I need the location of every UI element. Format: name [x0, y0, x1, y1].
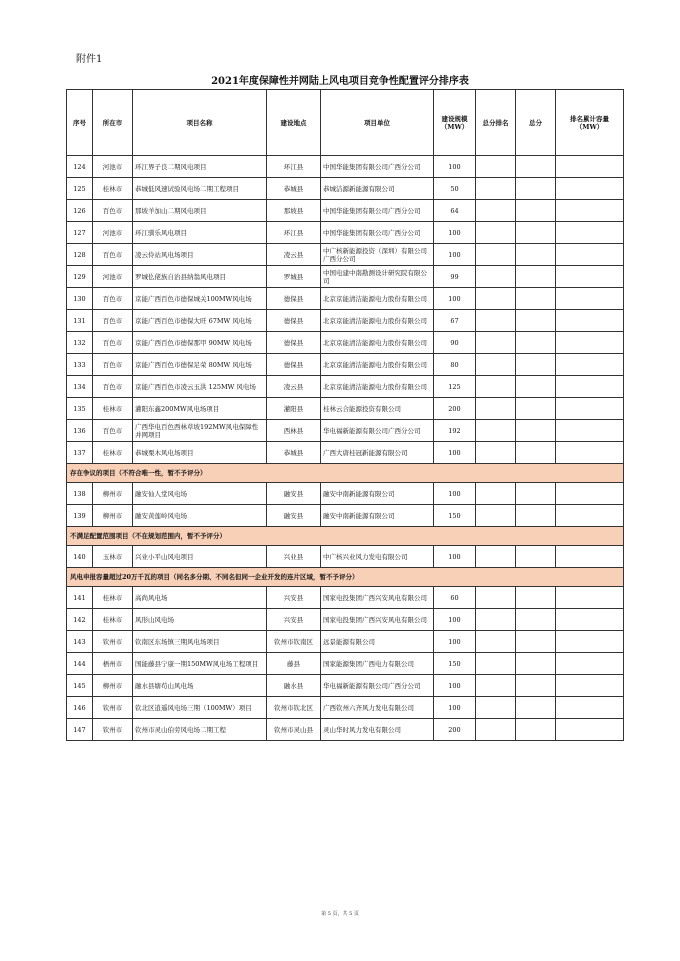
- table-cell: [516, 442, 556, 464]
- table-cell: 河池市: [93, 222, 133, 244]
- table-row: [67, 200, 624, 222]
- table-cell: 北京京能清洁能源电力股份有限公司: [321, 354, 434, 376]
- table-cell: 融安仙人堂风电场: [133, 483, 267, 505]
- table-cell: 凌云伶站风电场项目: [133, 244, 267, 266]
- table-row: [67, 697, 624, 719]
- table-cell: 钦州市钦南区: [267, 631, 321, 653]
- table-cell: 恭城县: [267, 178, 321, 200]
- table-cell: 100: [434, 609, 476, 631]
- table-cell: [476, 546, 516, 568]
- table-cell: [516, 178, 556, 200]
- table-row: [67, 609, 624, 631]
- table-cell: 罗城县: [267, 266, 321, 288]
- table-cell: 国家电投集团广西兴安风电有限公司: [321, 587, 434, 609]
- table-cell: [516, 546, 556, 568]
- table-cell: 河池市: [93, 156, 133, 178]
- table-cell: 广西大唐桂冠新能源有限公司: [321, 442, 434, 464]
- table-cell: 中国华能集团有限公司广西分公司: [321, 200, 434, 222]
- table-cell: 钦州市: [93, 719, 133, 741]
- table-cell: [516, 483, 556, 505]
- table-cell: [476, 178, 516, 200]
- table-row: [67, 398, 624, 420]
- table-cell: 中广核新能源投资（深圳）有限公司广西分公司: [321, 244, 434, 266]
- table-cell: 132: [67, 332, 93, 354]
- table-cell: [516, 420, 556, 442]
- section-header: 存在争议的项目（不符合唯一性，暂不予评分）: [67, 464, 624, 483]
- table-cell: 灌阳东鑫200MW风电场项目: [133, 398, 267, 420]
- table-cell: 京能广西百色市德保大旺 67MW 风电场: [133, 310, 267, 332]
- table-cell: [556, 310, 624, 332]
- table-cell: [476, 244, 516, 266]
- table-row: [67, 376, 624, 398]
- table-cell: 柳州市: [93, 675, 133, 697]
- table-cell: 德保县: [267, 310, 321, 332]
- table-cell: 百色市: [93, 420, 133, 442]
- table-cell: 192: [434, 420, 476, 442]
- table-cell: 河池市: [93, 266, 133, 288]
- table-cell: 钦州市灵山县: [267, 719, 321, 741]
- table-row: [67, 546, 624, 568]
- table-cell: 环江界子良二期风电项目: [133, 156, 267, 178]
- table-cell: 50: [434, 178, 476, 200]
- table-cell: 融安县: [267, 505, 321, 527]
- table-cell: [476, 587, 516, 609]
- table-cell: [476, 483, 516, 505]
- table-cell: 100: [434, 483, 476, 505]
- table-cell: [476, 398, 516, 420]
- table-cell: 钦北区逍遥风电场三期（100MW）项目: [133, 697, 267, 719]
- table-cell: 融水县塘苟山风电场: [133, 675, 267, 697]
- table-cell: 124: [67, 156, 93, 178]
- table-row: [67, 156, 624, 178]
- table-cell: [556, 442, 624, 464]
- table-cell: 150: [434, 653, 476, 675]
- table-cell: 142: [67, 609, 93, 631]
- table-cell: 125: [434, 376, 476, 398]
- table-cell: 钦州市灵山伯劳风电场二期工程: [133, 719, 267, 741]
- table-cell: [476, 442, 516, 464]
- table-cell: 100: [434, 546, 476, 568]
- table-cell: 远景能源有限公司: [321, 631, 434, 653]
- table-cell: 147: [67, 719, 93, 741]
- table-row: [67, 505, 624, 527]
- table-cell: 灌阳县: [267, 398, 321, 420]
- table-cell: 国家电投集团广西兴安风电有限公司: [321, 609, 434, 631]
- table-cell: 梧州市: [93, 653, 133, 675]
- table-cell: 100: [434, 675, 476, 697]
- table-cell: 恭城洁源新能源有限公司: [321, 178, 434, 200]
- table-cell: [556, 675, 624, 697]
- table-cell: 柳州市: [93, 483, 133, 505]
- table-cell: [516, 200, 556, 222]
- table-cell: 136: [67, 420, 93, 442]
- table-row: [67, 222, 624, 244]
- section-header-row: [67, 568, 624, 587]
- header-row: [67, 90, 624, 156]
- table-row: [67, 332, 624, 354]
- header-cell: 建设规模（MW）: [434, 90, 476, 156]
- table-cell: 钦州市: [93, 697, 133, 719]
- table-cell: 141: [67, 587, 93, 609]
- section-header-row: [67, 464, 624, 483]
- table-row: [67, 354, 624, 376]
- table-cell: 150: [434, 505, 476, 527]
- table-cell: 100: [434, 697, 476, 719]
- table-cell: 风形山风电场: [133, 609, 267, 631]
- table-cell: [516, 244, 556, 266]
- table-row: [67, 244, 624, 266]
- table-cell: [476, 156, 516, 178]
- header-cell: 总分: [516, 90, 556, 156]
- table-cell: 桂林市: [93, 398, 133, 420]
- table-cell: [556, 200, 624, 222]
- table-cell: [556, 266, 624, 288]
- table-cell: 百色市: [93, 244, 133, 266]
- table-cell: 桂林市: [93, 178, 133, 200]
- table-cell: 131: [67, 310, 93, 332]
- table-cell: 北京京能清洁能源电力股份有限公司: [321, 310, 434, 332]
- table-cell: 凌云县: [267, 376, 321, 398]
- table-cell: [476, 631, 516, 653]
- table-cell: 钦南区东场镇三期风电场项目: [133, 631, 267, 653]
- table-cell: 100: [434, 288, 476, 310]
- table-cell: [556, 697, 624, 719]
- table-body: [67, 156, 624, 741]
- table-cell: 99: [434, 266, 476, 288]
- table-cell: 柳州市: [93, 505, 133, 527]
- attachment-label: 附件1: [76, 54, 103, 65]
- header-cell: 所在市: [93, 90, 133, 156]
- table-cell: 德保县: [267, 288, 321, 310]
- header-cell: 项目名称: [133, 90, 267, 156]
- table-cell: 灵山华时风力发电有限公司: [321, 719, 434, 741]
- table-cell: 京能广西百色市德保足荣 80MW 风电场: [133, 354, 267, 376]
- table-row: [67, 653, 624, 675]
- header-cell: 总分排名: [476, 90, 516, 156]
- table-cell: [516, 631, 556, 653]
- section-header: 不满足配置范围项目（不在规划范围内，暂不予评分）: [67, 527, 624, 546]
- table-cell: 钦州市: [93, 631, 133, 653]
- table-cell: 中国电建中南勘测设计研究院有限公司: [321, 266, 434, 288]
- table-row: [67, 719, 624, 741]
- table-cell: 桂林市: [93, 442, 133, 464]
- table-row: [67, 288, 624, 310]
- table-cell: [556, 178, 624, 200]
- table-row: [67, 483, 624, 505]
- table-cell: [556, 288, 624, 310]
- table-cell: [556, 354, 624, 376]
- table-cell: [476, 505, 516, 527]
- table-cell: 125: [67, 178, 93, 200]
- table-cell: [516, 398, 556, 420]
- table-cell: 凌云县: [267, 244, 321, 266]
- table-cell: [476, 609, 516, 631]
- table-cell: 200: [434, 719, 476, 741]
- table-row: [67, 587, 624, 609]
- table-cell: 广西钦州六齐风力发电有限公司: [321, 697, 434, 719]
- table-cell: 高尚风电场: [133, 587, 267, 609]
- table-cell: 融水县: [267, 675, 321, 697]
- table-cell: 融安县: [267, 483, 321, 505]
- table-cell: 146: [67, 697, 93, 719]
- table-cell: [476, 376, 516, 398]
- table-row: [67, 442, 624, 464]
- section-header-row: [67, 527, 624, 546]
- table-cell: [476, 200, 516, 222]
- table-cell: 137: [67, 442, 93, 464]
- table-cell: [516, 719, 556, 741]
- table-cell: 华电福新能源有限公司广西分公司: [321, 675, 434, 697]
- table-cell: 67: [434, 310, 476, 332]
- table-cell: 藤县: [267, 653, 321, 675]
- table-cell: 环江县: [267, 222, 321, 244]
- table-cell: 128: [67, 244, 93, 266]
- table-cell: [476, 310, 516, 332]
- table-cell: 国能藤县宁康一期150MW风电场工程项目: [133, 653, 267, 675]
- table-cell: 京能广西百色市德保城关100MW风电场: [133, 288, 267, 310]
- table-row: [67, 675, 624, 697]
- table-cell: [516, 266, 556, 288]
- section-header: 风电申报容量超过20万千瓦的项目（同名多分期、不同名但同一企业开发的连片区域，暂不予评分）: [67, 568, 624, 587]
- table-cell: [476, 653, 516, 675]
- table-cell: [556, 332, 624, 354]
- table-cell: 100: [434, 244, 476, 266]
- table-cell: 恭城县: [267, 442, 321, 464]
- table-cell: [556, 587, 624, 609]
- table-cell: [556, 653, 624, 675]
- table-cell: [556, 376, 624, 398]
- document-title: 2021年度保障性并网陆上风电项目竞争性配置评分排序表: [211, 76, 469, 87]
- table-cell: 140: [67, 546, 93, 568]
- table-cell: 百色市: [93, 310, 133, 332]
- table-cell: 玉林市: [93, 546, 133, 568]
- table-cell: [476, 697, 516, 719]
- table-cell: 133: [67, 354, 93, 376]
- table-cell: 200: [434, 398, 476, 420]
- table-cell: 145: [67, 675, 93, 697]
- table-cell: [476, 288, 516, 310]
- page-footer: 第 5 页，共 5 页: [321, 911, 359, 917]
- table-cell: 那坡县: [267, 200, 321, 222]
- table-cell: [516, 505, 556, 527]
- table-cell: 京能广西百色市德保那甲 90MW 风电场: [133, 332, 267, 354]
- table-cell: 那坡羊加山二期风电项目: [133, 200, 267, 222]
- table-cell: 广西华电百色西林草坡192MW风电保障性并网项目: [133, 420, 267, 442]
- table-cell: [476, 266, 516, 288]
- table-cell: 60: [434, 587, 476, 609]
- table-cell: [516, 697, 556, 719]
- table-cell: 北京京能清洁能源电力股份有限公司: [321, 332, 434, 354]
- table-cell: [516, 609, 556, 631]
- table-cell: 百色市: [93, 288, 133, 310]
- table-cell: 135: [67, 398, 93, 420]
- table-cell: 90: [434, 332, 476, 354]
- table-cell: 百色市: [93, 200, 133, 222]
- table-cell: 德保县: [267, 354, 321, 376]
- table-cell: 百色市: [93, 376, 133, 398]
- table-cell: [476, 719, 516, 741]
- table-cell: [516, 653, 556, 675]
- table-cell: [556, 420, 624, 442]
- table-cell: 126: [67, 200, 93, 222]
- table-cell: 西林县: [267, 420, 321, 442]
- table-row: [67, 310, 624, 332]
- table-cell: 百色市: [93, 354, 133, 376]
- header-cell: 建设地点: [267, 90, 321, 156]
- table-row: [67, 631, 624, 653]
- table-cell: 兴安县: [267, 609, 321, 631]
- table-cell: 环江驯乐风电项目: [133, 222, 267, 244]
- table-cell: 100: [434, 442, 476, 464]
- table-cell: 桂林市: [93, 609, 133, 631]
- table-cell: 京能广西百色市凌云玉洪 125MW 风电场: [133, 376, 267, 398]
- header-cell: 排名累计容量（MW）: [556, 90, 624, 156]
- table-row: [67, 266, 624, 288]
- table-cell: [516, 354, 556, 376]
- table-cell: [516, 376, 556, 398]
- table-cell: [516, 675, 556, 697]
- table-cell: 北京京能清洁能源电力股份有限公司: [321, 288, 434, 310]
- table-cell: 桂林云合能源投资有限公司: [321, 398, 434, 420]
- table-cell: [516, 310, 556, 332]
- table-cell: 华电福新能源有限公司广西分公司: [321, 420, 434, 442]
- table-cell: 百色市: [93, 332, 133, 354]
- table-cell: [516, 288, 556, 310]
- table-cell: 融安中南新能源有限公司: [321, 505, 434, 527]
- table-cell: 北京京能清洁能源电力股份有限公司: [321, 376, 434, 398]
- table-row: [67, 178, 624, 200]
- table-cell: 国家能源集团广西电力有限公司: [321, 653, 434, 675]
- table-cell: [516, 587, 556, 609]
- table-cell: [556, 609, 624, 631]
- table-cell: [556, 156, 624, 178]
- table-cell: [556, 546, 624, 568]
- header-cell: 序号: [67, 90, 93, 156]
- table-cell: 桂林市: [93, 587, 133, 609]
- table-cell: 134: [67, 376, 93, 398]
- ranking-table: [66, 89, 624, 741]
- header-cell: 项目单位: [321, 90, 434, 156]
- table-cell: 罗城仫佬族自治县纳翁风电项目: [133, 266, 267, 288]
- table-cell: [556, 719, 624, 741]
- table-cell: 64: [434, 200, 476, 222]
- table-cell: [476, 332, 516, 354]
- table-cell: [556, 244, 624, 266]
- table-cell: 兴业县: [267, 546, 321, 568]
- table-cell: 139: [67, 505, 93, 527]
- table-cell: [556, 483, 624, 505]
- table-row: [67, 420, 624, 442]
- table-cell: 129: [67, 266, 93, 288]
- table-cell: [476, 420, 516, 442]
- table-cell: [516, 332, 556, 354]
- table-cell: [516, 222, 556, 244]
- table-cell: 中国华能集团有限公司广西分公司: [321, 156, 434, 178]
- table-cell: 融安中南新能源有限公司: [321, 483, 434, 505]
- table-cell: 融安黄莲岭风电场: [133, 505, 267, 527]
- table-cell: 144: [67, 653, 93, 675]
- table-cell: 80: [434, 354, 476, 376]
- table-cell: [556, 398, 624, 420]
- table-cell: [556, 505, 624, 527]
- table-cell: [516, 156, 556, 178]
- table-cell: 143: [67, 631, 93, 653]
- table-cell: 兴业小平山风电项目: [133, 546, 267, 568]
- table-cell: 德保县: [267, 332, 321, 354]
- table-cell: 中广核兴业风力发电有限公司: [321, 546, 434, 568]
- table-cell: [476, 354, 516, 376]
- table-cell: 100: [434, 222, 476, 244]
- table-cell: 中国华能集团有限公司广西分公司: [321, 222, 434, 244]
- table-cell: 恭城栗木风电场项目: [133, 442, 267, 464]
- table-cell: [556, 222, 624, 244]
- table-cell: 138: [67, 483, 93, 505]
- table-cell: 兴安县: [267, 587, 321, 609]
- table-cell: [556, 631, 624, 653]
- table-cell: 环江县: [267, 156, 321, 178]
- table-cell: 恭城低风速试验风电场二期工程项目: [133, 178, 267, 200]
- table-cell: 100: [434, 631, 476, 653]
- table-cell: [476, 222, 516, 244]
- table-cell: 钦州市钦北区: [267, 697, 321, 719]
- table-cell: 100: [434, 156, 476, 178]
- table-cell: 127: [67, 222, 93, 244]
- table-cell: 130: [67, 288, 93, 310]
- table-cell: [476, 675, 516, 697]
